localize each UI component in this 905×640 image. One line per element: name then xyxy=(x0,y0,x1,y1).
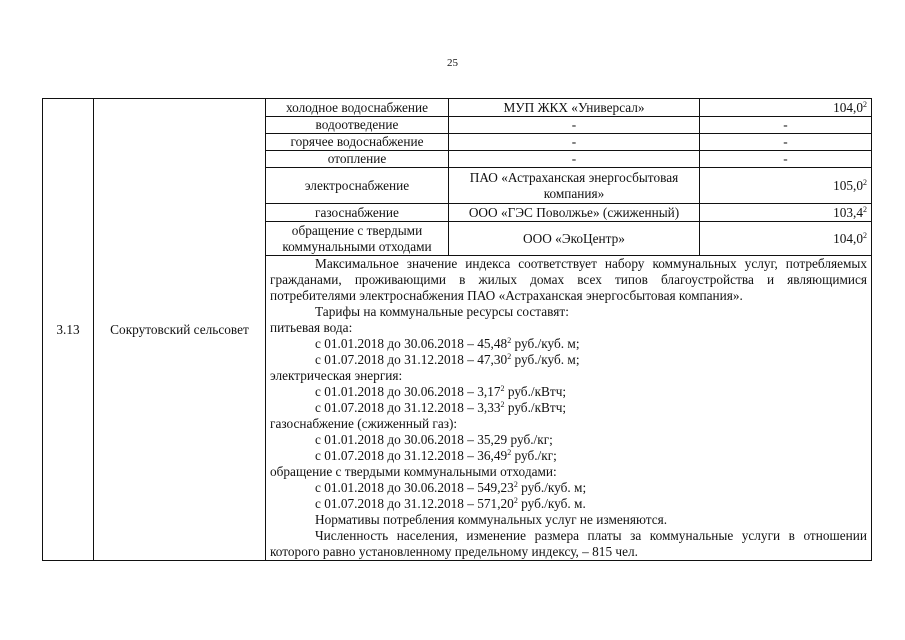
service-provider: - xyxy=(449,134,700,151)
service-provider: ПАО «Астраханская энергосбытовая компания» xyxy=(449,168,700,204)
water-tariff-line: с 01.01.2018 до 30.06.2018 – 45,48$^2$ руб./куб. м; xyxy=(315,336,580,351)
service-name: холодное водоснабжение xyxy=(266,99,449,117)
settlement-name: Сокрутовский сельсовет xyxy=(94,99,266,561)
waste-tariff-line: с 01.01.2018 до 30.06.2018 – 549,23$^2$ руб./куб. м; xyxy=(315,480,587,495)
table-row xyxy=(43,99,872,117)
water-tariff-line: с 01.07.2018 до 31.12.2018 – 47,30$^2$ руб./куб. м; xyxy=(315,352,580,367)
index-value: - xyxy=(700,117,872,134)
service-name: обращение с твердыми коммунальными отходами xyxy=(266,222,449,256)
row-number: 3.13 xyxy=(43,99,94,561)
gas-tariff-line: с 01.07.2018 до 31.12.2018 – 36,49$^2$ руб./кг; xyxy=(315,448,557,463)
service-name: водоотведение xyxy=(266,117,449,134)
gas-tariff-line: с 01.01.2018 до 30.06.2018 – 35,29 руб./кг; xyxy=(315,432,553,447)
index-value: - xyxy=(700,134,872,151)
index-value: 105,0$^2$ xyxy=(700,168,872,204)
norms-paragraph: Нормативы потребления коммунальных услуг не изменяются. xyxy=(315,512,668,527)
electric-tariff-line: с 01.07.2018 до 31.12.2018 – 3,33$^2$ руб./кВтч; xyxy=(315,400,567,415)
tariff-index-table xyxy=(42,98,872,561)
intro-paragraph: Максимальное значение индекса соответствует набору коммунальных услуг, потребляемых гражданами, проживающими в жилых домах всех типов благоустройства и являющимися потребителями электроснабжения ПАО «Астраханская энергосбытовая компания». xyxy=(270,256,867,303)
index-value: 104,0$^2$ xyxy=(700,222,872,256)
service-provider: МУП ЖКХ «Универсал» xyxy=(449,99,700,117)
tariffs-heading: Тарифы на коммунальные ресурсы составят: xyxy=(315,304,569,319)
service-name: горячее водоснабжение xyxy=(266,134,449,151)
service-provider: - xyxy=(449,117,700,134)
service-provider: - xyxy=(449,151,700,168)
index-value: 103,4$^2$ xyxy=(700,204,872,222)
service-name: электроснабжение xyxy=(266,168,449,204)
electric-tariff-line: с 01.01.2018 до 30.06.2018 – 3,17$^2$ руб./кВтч; xyxy=(315,384,567,399)
electric-heading: электрическая энергия: xyxy=(270,368,403,383)
description-cell xyxy=(266,256,872,561)
water-heading: питьевая вода: xyxy=(270,320,353,335)
waste-heading: обращение с твердыми коммунальными отходами: xyxy=(270,464,557,479)
waste-tariff-line: с 01.07.2018 до 31.12.2018 – 571,20$^2$ руб./куб. м. xyxy=(315,496,586,511)
gas-heading: газоснабжение (сжиженный газ): xyxy=(270,416,458,431)
index-value: - xyxy=(700,151,872,168)
service-name: отопление xyxy=(266,151,449,168)
population-paragraph: Численность населения, изменение размера платы за коммунальные услуги в отношении которого равно установленному предельному индексу, – 815 чел. xyxy=(270,528,867,559)
page-number: 25 xyxy=(447,57,458,69)
service-provider: ООО «ГЭС Поволжье» (сжиженный) xyxy=(449,204,700,222)
service-name: газоснабжение xyxy=(266,204,449,222)
service-provider: ООО «ЭкоЦентр» xyxy=(449,222,700,256)
index-value: 104,0$^2$ xyxy=(700,99,872,117)
